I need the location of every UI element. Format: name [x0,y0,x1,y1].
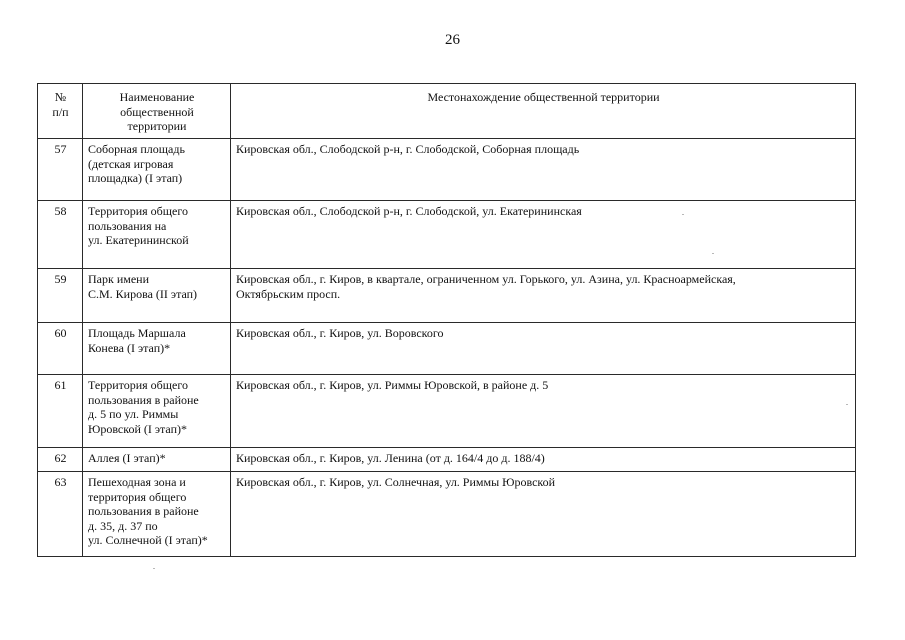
page-number: 26 [445,32,460,48]
row-location: Кировская обл., г. Киров, ул. Ленина (от д. 164/4 до д. 188/4) [231,448,856,472]
row-number: 62 [38,448,83,472]
scan-speck [153,568,155,569]
table-row [38,139,856,201]
row-location: Кировская обл., г. Киров, ул. Воровского [231,323,856,375]
row-name: Аллея (I этап)* [83,448,231,472]
header-location: Местонахождение общественной территории [231,84,856,139]
row-name: Площадь Маршала Конева (I этап)* [83,323,231,375]
territories-table [37,83,856,557]
table-row [38,201,856,269]
header-name: Наименование общественной территории [83,84,231,139]
row-number: 57 [38,139,83,201]
row-location: Кировская обл., г. Киров, ул. Риммы Юровской, в районе д. 5 [231,375,856,448]
row-number: 61 [38,375,83,448]
table-row [38,269,856,323]
table-row [38,375,856,448]
scan-speck [712,253,714,254]
row-location: Кировская обл., г. Киров, ул. Солнечная, ул. Риммы Юровской [231,472,856,557]
table-row [38,472,856,557]
row-number: 60 [38,323,83,375]
table-row [38,323,856,375]
row-name: Парк имени С.М. Кирова (II этап) [83,269,231,323]
scan-speck [846,404,848,405]
table-header-row [38,84,856,139]
row-name: Территория общего пользования на ул. Екатерининской [83,201,231,269]
table-row [38,448,856,472]
row-name: Соборная площадь (детская игровая площадка) (I этап) [83,139,231,201]
header-number: № п/п [38,84,83,139]
row-location: Кировская обл., Слободской р-н, г. Слободской, Соборная площадь [231,139,856,201]
row-name: Территория общего пользования в районе д. 5 по ул. Риммы Юровской (I этап)* [83,375,231,448]
row-name: Пешеходная зона и территория общего пользования в районе д. 35, д. 37 по ул. Солнечной (I этап)* [83,472,231,557]
row-number: 63 [38,472,83,557]
scan-speck [682,214,684,215]
row-number: 58 [38,201,83,269]
row-location: Кировская обл., Слободской р-н, г. Слободской, ул. Екатерининская [231,201,856,269]
row-number: 59 [38,269,83,323]
row-location: Кировская обл., г. Киров, в квартале, ограниченном ул. Горького, ул. Азина, ул. Красноармейская, Октябрьским просп. [231,269,856,323]
